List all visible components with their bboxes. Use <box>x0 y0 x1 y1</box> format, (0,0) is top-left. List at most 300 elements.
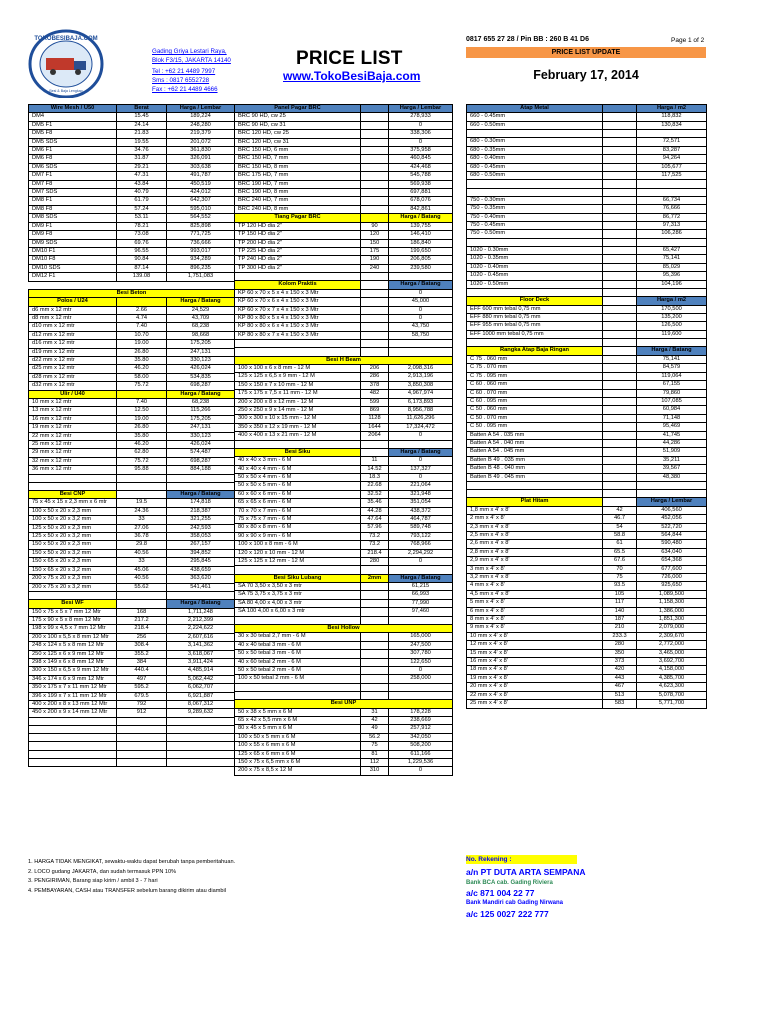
col3-cell: 140 <box>603 607 637 615</box>
col3-cell: Harga / Lembar <box>637 498 707 506</box>
col3-cell: 105 <box>603 590 637 598</box>
col3-row <box>467 465 707 473</box>
col3-cell: 97,313 <box>637 222 707 230</box>
col2-cell: 678,076 <box>389 197 453 205</box>
col3-cell <box>603 163 637 171</box>
col2-cell <box>361 666 389 674</box>
col1-cell: 57.24 <box>117 205 167 213</box>
col2-cell: 240 <box>361 264 389 272</box>
col1-row <box>29 642 235 650</box>
col2-cell <box>361 306 389 314</box>
col2-row <box>235 197 453 205</box>
col1-cell <box>117 491 167 499</box>
col1-cell: 595.2 <box>117 684 167 692</box>
col1-row <box>29 633 235 641</box>
col1-row <box>29 466 235 474</box>
col2-cell <box>361 205 389 213</box>
col2-cell: 350 x 350 x 12 x 19 mm - 12 M <box>235 423 361 431</box>
col2-cell: 1,229,536 <box>389 758 453 766</box>
col3-cell <box>603 155 637 163</box>
col3-cell: 4,158,000 <box>637 666 707 674</box>
col2-row <box>235 666 453 674</box>
col3-cell: EFF 955 mm tebal 0,75 mm <box>467 322 603 330</box>
col3-cell: 280 <box>603 641 637 649</box>
col2-cell: BRC 90 HD, cw 25 <box>235 113 361 121</box>
col3-cell <box>603 490 637 498</box>
col1-row <box>29 247 235 255</box>
col3-cell: 67,155 <box>637 381 707 389</box>
col3-row <box>467 247 707 255</box>
col2-row <box>235 599 453 607</box>
col1-row <box>29 214 235 222</box>
col3-cell: EFF 880 mm tebal 0,75 mm <box>467 314 603 322</box>
col1-cell: 358,053 <box>167 533 235 541</box>
col1-cell <box>117 725 167 733</box>
col2-cell <box>361 658 389 666</box>
col1-cell: 934,289 <box>167 256 235 264</box>
col1-row <box>29 516 235 524</box>
col1-row <box>29 121 235 129</box>
col2-cell: 150 x 75 x 6,5 mm x 6 M <box>235 758 361 766</box>
col1-row <box>29 105 235 113</box>
col1-row <box>29 130 235 138</box>
col2-cell: 40 x 40 tebal 3 mm - 6 M <box>235 641 361 649</box>
col2-row <box>235 113 453 121</box>
col3-cell: C 60 . 095 mm <box>467 397 603 405</box>
col1-cell: 150 x 75 x 5 x 7 mm 12 Mtr <box>29 608 117 616</box>
col3-cell: 84,579 <box>637 364 707 372</box>
col2-cell: 75 <box>361 742 389 750</box>
col2-cell <box>361 616 389 624</box>
col2-row <box>235 658 453 666</box>
col1-cell: DM9 F8 <box>29 231 117 239</box>
col3-cell <box>603 423 637 431</box>
col3-cell: 3,465,000 <box>637 649 707 657</box>
col2-row <box>235 532 453 540</box>
col3-row <box>467 138 707 146</box>
col3-cell: 634,040 <box>637 548 707 556</box>
col2-row <box>235 247 453 255</box>
col1-row <box>29 725 235 733</box>
col3-cell <box>603 414 637 422</box>
col2-cell <box>361 591 389 599</box>
col3-cell: 1,158,300 <box>637 599 707 607</box>
col3-cell <box>603 439 637 447</box>
col2-row <box>235 423 453 431</box>
col2-cell <box>361 163 389 171</box>
col3-cell <box>603 339 637 347</box>
col3-cell: 117,525 <box>637 172 707 180</box>
col2-cell: TP 300 HD dia 2" <box>235 264 361 272</box>
col2-cell: 2064 <box>361 432 389 440</box>
col2-cell: 278,933 <box>389 113 453 121</box>
col1-row <box>29 709 235 717</box>
col2-row <box>235 465 453 473</box>
col1-cell: DM8 F1 <box>29 197 117 205</box>
col1-row <box>29 205 235 213</box>
col3-cell: 48,380 <box>637 473 707 481</box>
col3-cell: 680 - 0.35mm <box>467 146 603 154</box>
col1-cell: 248,280 <box>167 121 235 129</box>
col1-cell: DM8 SDS <box>29 214 117 222</box>
address-line-1[interactable]: Gading Griya Lestari Raya, <box>152 48 227 55</box>
col1-cell <box>117 281 167 289</box>
col2-cell: 378 <box>361 381 389 389</box>
note-3: 3. PENGIRIMAN, Barang siap kirim / ambil 3 - 7 hari <box>28 878 158 885</box>
col2-cell: 31 <box>361 708 389 716</box>
col2-cell: 793,122 <box>389 532 453 540</box>
col1-row <box>29 449 235 457</box>
col2-row <box>235 482 453 490</box>
col3-cell <box>603 498 637 506</box>
col3-cell: 2,9 mm x 4' x 8' <box>467 557 603 565</box>
col3-cell: 420 <box>603 666 637 674</box>
col2-cell: 56.2 <box>361 733 389 741</box>
col3-row <box>467 473 707 481</box>
col1-cell: 698,287 <box>167 382 235 390</box>
col1-row <box>29 717 235 725</box>
col1-row <box>29 608 235 616</box>
col2-cell: Besi UNP <box>235 700 453 708</box>
col1-cell: 46.20 <box>117 365 167 373</box>
col3-cell: Batten B 48 . 040 mm <box>467 465 603 473</box>
col2-cell: 200 x 75 x 8,5 x 12 M <box>235 767 361 775</box>
col2-cell <box>389 273 453 281</box>
col3-cell: EFF 600 mm tebal 0,75 mm <box>467 305 603 313</box>
col1-row <box>29 591 235 599</box>
col2-cell: 35.46 <box>361 499 389 507</box>
col1-row <box>29 758 235 766</box>
col3-cell: 12 mm x 4' x 8' <box>467 641 603 649</box>
col1-cell: 574,487 <box>167 449 235 457</box>
col2-row <box>235 314 453 322</box>
col2-cell: 137,327 <box>389 465 453 473</box>
col3-cell <box>467 481 603 489</box>
col3-cell <box>603 372 637 380</box>
col3-row <box>467 691 707 699</box>
col1-row <box>29 382 235 390</box>
tel-link[interactable]: Tel : +62 21 4489 7997 <box>152 68 216 75</box>
col3-cell <box>603 397 637 405</box>
col3-cell: C 50 . 060 mm <box>467 406 603 414</box>
col3-cell: 95,396 <box>637 272 707 280</box>
col2-cell <box>361 281 389 289</box>
col1-cell: 355.2 <box>117 650 167 658</box>
col1-cell: 32 mm x 12 mtr <box>29 457 117 465</box>
col2-cell: TP 150 HD dia 2" <box>235 231 361 239</box>
col2-cell: 175 <box>361 247 389 255</box>
col1-row <box>29 155 235 163</box>
col1-cell: 100 x 50 x 20 x 2,3 mm <box>29 507 117 515</box>
col1-cell: 595,010 <box>167 205 235 213</box>
col1-cell: 55.62 <box>117 583 167 591</box>
col3-cell: 117 <box>603 599 637 607</box>
col1-row <box>29 373 235 381</box>
col1-cell: 250 x 125 x 6 x 9 mm 12 Mtr <box>29 650 117 658</box>
col1-cell: 31.87 <box>117 155 167 163</box>
col1-cell: 825,898 <box>167 222 235 230</box>
col1-cell: 12.50 <box>117 407 167 415</box>
col2-row <box>235 406 453 414</box>
col2-row <box>235 633 453 641</box>
col1-cell <box>29 474 117 482</box>
col3-cell <box>603 113 637 121</box>
col2-cell: 112 <box>361 758 389 766</box>
col1-cell: 771,725 <box>167 231 235 239</box>
col2-cell: Harga / Batang <box>389 448 453 456</box>
col2-row <box>235 490 453 498</box>
col2-cell: 0 <box>389 121 453 129</box>
col2-cell: Harga / Batang <box>389 574 453 582</box>
col1-cell: 95.88 <box>117 466 167 474</box>
col3-cell <box>603 247 637 255</box>
col2-cell: 250 x 250 x 9 x 14 mm - 12 M <box>235 406 361 414</box>
col1-cell: 45.06 <box>117 566 167 574</box>
col1-cell: 36.78 <box>117 533 167 541</box>
col1-cell <box>29 725 117 733</box>
col2-cell: 768,966 <box>389 541 453 549</box>
col3-cell: C 50 . 095 mm <box>467 423 603 431</box>
col1-cell: 424,012 <box>167 189 235 197</box>
col1-cell: 497 <box>117 675 167 683</box>
col3-cell: 106,286 <box>637 230 707 238</box>
col1-cell: 43,709 <box>167 314 235 322</box>
col1-row <box>29 575 235 583</box>
col2-cell: 50 x 50 tebal 2 mm - 6 M <box>235 666 361 674</box>
col3-row <box>467 548 707 556</box>
col3-row <box>467 565 707 573</box>
col1-cell: 68,238 <box>167 323 235 331</box>
col1-row <box>29 667 235 675</box>
col3-cell <box>637 490 707 498</box>
col2-cell: 0 <box>389 306 453 314</box>
col1-cell: 2,607,616 <box>167 633 235 641</box>
col3-row <box>467 632 707 640</box>
col2-cell <box>361 641 389 649</box>
col3-row <box>467 113 707 121</box>
col3-cell: 660 - 0.50mm <box>467 121 603 129</box>
col3-cell <box>603 431 637 439</box>
col1-cell: DM7 F1 <box>29 172 117 180</box>
col2-cell <box>361 608 389 616</box>
col3-cell <box>467 339 603 347</box>
col2-cell: 2mm <box>361 574 389 582</box>
col1-cell: 896,235 <box>167 264 235 272</box>
col2-cell <box>361 650 389 658</box>
sms-link[interactable]: Sms : 0817 6552728 <box>152 77 210 84</box>
col1-row <box>29 583 235 591</box>
col1-cell: 300 x 150 x 6,5 x 9 mm 12 Mtr <box>29 667 117 675</box>
col1-cell: 3,141,362 <box>167 642 235 650</box>
col3-cell: C 75 . 095 mm <box>467 372 603 380</box>
col1-cell <box>117 482 167 490</box>
col1-cell: 62.80 <box>117 449 167 457</box>
col1-row <box>29 239 235 247</box>
col1-cell: Harga / Lembar <box>167 105 235 113</box>
col1-cell: 33 <box>117 558 167 566</box>
col1-cell: 330,123 <box>167 432 235 440</box>
col1-cell: Wire Mesh / U50 <box>29 105 117 113</box>
col1-cell: 168 <box>117 608 167 616</box>
address-line-2[interactable]: Blok F3/15, JAKARTA 14140 <box>152 57 231 64</box>
col3-cell: 22 mm x 4' x 8' <box>467 691 603 699</box>
col3-cell: Harga / Batang <box>637 347 707 355</box>
col1-cell: 24.36 <box>117 507 167 515</box>
col1-cell: 19.55 <box>117 138 167 146</box>
col2-cell: 50 x 38 x 5 mm x 6 M <box>235 708 361 716</box>
col2-row <box>235 180 453 188</box>
col3-cell <box>603 130 637 138</box>
col3-cell: C 75 . 070 mm <box>467 364 603 372</box>
col2-cell: 100 x 50 tebal 2 mm - 6 M <box>235 675 361 683</box>
col2-cell <box>361 197 389 205</box>
col2-cell <box>361 121 389 129</box>
col2-cell: 8,956,788 <box>389 406 453 414</box>
col1-cell: 115,266 <box>167 407 235 415</box>
col2-cell: 351,054 <box>389 499 453 507</box>
col2-cell: 3,850,308 <box>389 381 453 389</box>
col3-cell: 119,600 <box>637 330 707 338</box>
col1-row <box>29 600 235 608</box>
col2-row <box>235 566 453 574</box>
col2-row <box>235 398 453 406</box>
col1-cell: 189,224 <box>167 113 235 121</box>
col3-cell: 680 - 0.45mm <box>467 163 603 171</box>
col3-cell: 76,666 <box>637 205 707 213</box>
col1-cell: 24,529 <box>167 306 235 314</box>
col3-row <box>467 582 707 590</box>
col2-row <box>235 574 453 582</box>
col1-cell: 3,618,067 <box>167 650 235 658</box>
col1-cell: 36 mm x 12 mtr <box>29 466 117 474</box>
col3-cell: 452,056 <box>637 515 707 523</box>
col3-cell <box>637 188 707 196</box>
col2-row <box>235 541 453 549</box>
col3-row <box>467 683 707 691</box>
col2-row <box>235 558 453 566</box>
col1-row <box>29 499 235 507</box>
col2-row <box>235 214 453 222</box>
col1-row <box>29 231 235 239</box>
col3-cell <box>637 180 707 188</box>
col2-cell <box>361 155 389 163</box>
col1-cell: Besi CNP <box>29 491 117 499</box>
col2-cell <box>235 273 361 281</box>
col2-cell <box>235 683 361 691</box>
col3-cell <box>637 339 707 347</box>
col1-cell <box>167 725 235 733</box>
col3-row <box>467 406 707 414</box>
col1-cell: 298 x 149 x 6 x 8 mm 12 Mtr <box>29 658 117 666</box>
col1-cell: 40.79 <box>117 189 167 197</box>
col3-cell <box>603 381 637 389</box>
col3-cell <box>603 146 637 154</box>
col2-cell: 70 x 70 x 7 mm - 6 M <box>235 507 361 515</box>
col3-cell <box>467 180 603 188</box>
col3-cell: 95,469 <box>637 423 707 431</box>
col2-cell: BRC 150 HD, 8 mm <box>235 163 361 171</box>
website-link[interactable]: www.TokoBesiBaja.com <box>283 69 421 83</box>
col3-cell: 2,3 mm x 4' x 8' <box>467 523 603 531</box>
col2-cell: 47.64 <box>361 516 389 524</box>
col1-cell: 440.4 <box>117 667 167 675</box>
col1-cell: 96.55 <box>117 247 167 255</box>
col1-cell: 19.00 <box>117 415 167 423</box>
col3-row <box>467 347 707 355</box>
col2-cell: 120 x 120 x 10 mm - 12 M <box>235 549 361 557</box>
col1-cell: 21.83 <box>117 130 167 138</box>
col2-cell: 40 x 40 x 3 mm - 6 M <box>235 457 361 465</box>
col3-cell: 5 mm x 4' x 8' <box>467 599 603 607</box>
col3-cell: 65.5 <box>603 548 637 556</box>
col2-cell: 482 <box>361 390 389 398</box>
col2-cell: 65 x 65 x 6 mm - 6 M <box>235 499 361 507</box>
col3-cell <box>603 347 637 355</box>
col1-cell: 303,638 <box>167 163 235 171</box>
col1-cell: d12 mm x 12 mtr <box>29 331 117 339</box>
col2-cell: 310 <box>361 767 389 775</box>
col3-row <box>467 280 707 288</box>
col3-row <box>467 155 707 163</box>
col2-row <box>235 147 453 155</box>
col1-row <box>29 700 235 708</box>
col3-cell: Batten B 49 . 045 mm <box>467 473 603 481</box>
col1-row <box>29 616 235 624</box>
col2-row <box>235 758 453 766</box>
col1-cell: 24.14 <box>117 121 167 129</box>
col1-cell: Polos / U24 <box>29 298 117 306</box>
col2-row <box>235 683 453 691</box>
col3-cell: 590,480 <box>637 540 707 548</box>
col2-cell: 125 x 65 x 6 mm x 6 M <box>235 750 361 758</box>
col1-row <box>29 222 235 230</box>
col3-cell: 233.3 <box>603 632 637 640</box>
fax-link[interactable]: Fax : +62 21 4489 4666 <box>152 86 218 93</box>
col1-cell: DM5 F8 <box>29 130 117 138</box>
col1-cell: 22 mm x 12 mtr <box>29 432 117 440</box>
col2-cell: BRC 150 HD, 7 mm <box>235 155 361 163</box>
account-label: No. Rekening : <box>466 855 577 864</box>
col3-row <box>467 172 707 180</box>
col2-cell <box>361 691 389 699</box>
col3-row <box>467 230 707 238</box>
col1-cell: 1,751,083 <box>167 273 235 281</box>
col1-cell: 150 x 50 x 20 x 3,2 mm <box>29 549 117 557</box>
col1-cell: 19 mm x 12 mtr <box>29 424 117 432</box>
col2-cell: Besi Siku Lubang <box>235 574 361 582</box>
col3-cell <box>603 230 637 238</box>
col3-cell: Atap Metal <box>467 105 603 113</box>
col2-cell: 206 <box>361 364 389 372</box>
col1-row <box>29 289 235 297</box>
col1-cell: 35.80 <box>117 432 167 440</box>
col3-cell: 4,5 mm x 4' x 8' <box>467 590 603 598</box>
col1-cell: 912 <box>117 709 167 717</box>
bank-bca-account: a/c 871 004 22 77 <box>466 888 535 898</box>
col3-cell: 44,286 <box>637 439 707 447</box>
col2-cell: 1128 <box>361 415 389 423</box>
col2-cell <box>361 348 389 356</box>
col2-cell: 120 <box>361 231 389 239</box>
col2-cell <box>361 314 389 322</box>
col2-row <box>235 608 453 616</box>
col1-cell: 150 x 65 x 20 x 3,2 mm <box>29 566 117 574</box>
col1-row <box>29 424 235 432</box>
col2-cell: 80 x 45 x 5 mm x 6 M <box>235 725 361 733</box>
col2-row <box>235 767 453 775</box>
col2-row <box>235 650 453 658</box>
col1-cell: 384 <box>117 658 167 666</box>
